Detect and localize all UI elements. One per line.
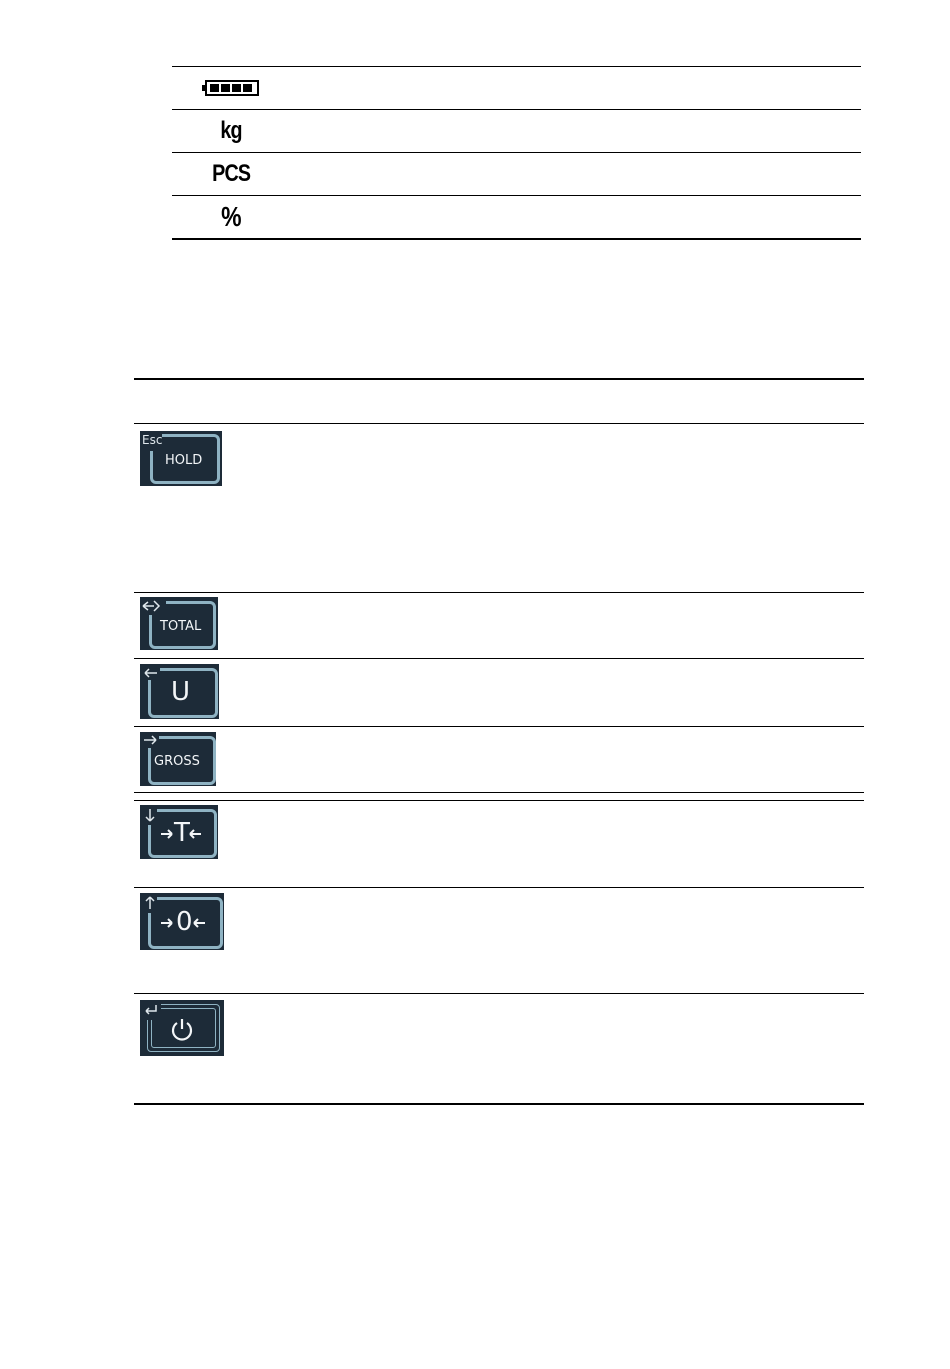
arrow-right-icon (160, 829, 174, 839)
arrow-right-icon (160, 918, 174, 928)
zero-label: 0 (176, 907, 193, 937)
esc-label: Esc (142, 433, 163, 447)
gross-key-icon (140, 732, 216, 786)
total-label: TOTAL (160, 619, 202, 634)
table-top-rule (134, 378, 864, 380)
battery-icon (172, 67, 290, 109)
gross-label: GROSS (154, 754, 200, 769)
indicator-row-percent (172, 195, 861, 240)
indicator-row-battery (172, 66, 861, 109)
row-divider (134, 658, 864, 659)
unit-label: U (171, 677, 191, 707)
arrow-right-icon (143, 735, 157, 745)
row-divider (134, 792, 864, 793)
enter-arrow-icon (144, 1004, 158, 1016)
arrow-up-icon (145, 896, 155, 910)
tare-label: T (174, 818, 190, 848)
zero-key-icon (140, 893, 224, 950)
arrow-down-icon (145, 808, 155, 822)
tare-key-icon (140, 805, 218, 859)
indicator-table (172, 66, 861, 240)
indicator-row-kg (172, 109, 861, 152)
power-key-icon (140, 1000, 224, 1056)
hold-key-icon (140, 431, 222, 486)
percent-indicator: % (221, 201, 241, 232)
kg-indicator: kg (220, 117, 242, 144)
row-divider (134, 800, 864, 801)
indicator-row-pcs (172, 152, 861, 195)
row-divider (134, 592, 864, 593)
left-right-arrow-icon (142, 600, 164, 612)
header-rule (134, 423, 864, 424)
arrow-left-icon (188, 829, 202, 839)
pcs-indicator: PCS (211, 160, 250, 187)
unit-key-icon (140, 664, 219, 719)
row-divider (134, 993, 864, 994)
hold-label: HOLD (165, 453, 203, 468)
arrow-left-icon (192, 918, 206, 928)
total-key-icon (140, 597, 218, 650)
row-divider (134, 887, 864, 888)
row-divider (134, 726, 864, 727)
arrow-left-icon (144, 668, 158, 678)
power-icon (169, 1016, 195, 1042)
table-bottom-rule (134, 1103, 864, 1105)
